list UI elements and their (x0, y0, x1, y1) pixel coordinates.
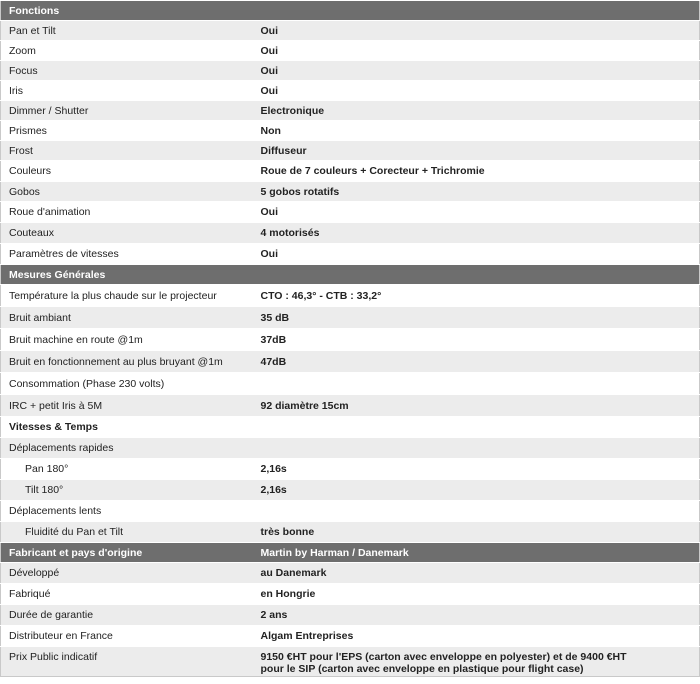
row-label: Zoom (1, 41, 253, 61)
table-row (1, 329, 700, 351)
row-label: Pan et Tilt (1, 21, 253, 41)
table-row (1, 563, 700, 584)
subsection-title: Vitesses & Temps (1, 417, 700, 438)
table-row (1, 307, 700, 329)
row-value: 92 diamètre 15cm (253, 395, 700, 417)
row-label: Consommation (Phase 230 volts) (1, 373, 253, 395)
row-value: 47dB (253, 351, 700, 373)
table-row (1, 395, 700, 417)
row-value: 37dB (253, 329, 700, 351)
row-label: Focus (1, 61, 253, 81)
row-value: Electronique (253, 101, 700, 121)
row-value (253, 501, 700, 522)
row-label: Roue d'animation (1, 202, 253, 223)
row-label: Bruit machine en route @1m (1, 329, 253, 351)
row-value: Oui (253, 21, 700, 41)
subsection-vitesses (1, 417, 700, 438)
section-title: Mesures Générales (1, 265, 700, 285)
row-label: Fabriqué (1, 584, 253, 605)
row-value: 2,16s (253, 480, 700, 501)
table-row (1, 121, 700, 141)
row-value: Oui (253, 61, 700, 81)
row-label: Paramètres de vitesses (1, 244, 253, 265)
row-label: Prix Public indicatif (1, 647, 253, 677)
row-value: Oui (253, 202, 700, 223)
row-label: Prismes (1, 121, 253, 141)
table-row (1, 522, 700, 543)
row-label: Dimmer / Shutter (1, 101, 253, 121)
row-value (253, 647, 700, 677)
row-value (253, 373, 700, 395)
section-title: Fonctions (1, 1, 700, 21)
table-row (1, 81, 700, 101)
row-label: Déplacements rapides (1, 438, 253, 459)
row-label: IRC + petit Iris à 5M (1, 395, 253, 417)
table-row (1, 501, 700, 522)
row-value: 5 gobos rotatifs (253, 182, 700, 202)
row-value: 35 dB (253, 307, 700, 329)
row-value: 4 motorisés (253, 223, 700, 244)
row-label: Fluidité du Pan et Tilt (1, 522, 253, 543)
table-row (1, 480, 700, 501)
table-row (1, 605, 700, 626)
section-header-fonctions (1, 1, 700, 21)
table-row (1, 161, 700, 182)
row-value: très bonne (253, 522, 700, 543)
row-value: Oui (253, 41, 700, 61)
row-label: Pan 180° (1, 459, 253, 480)
table-row (1, 182, 700, 202)
table-row (1, 101, 700, 121)
table-row (1, 351, 700, 373)
table-row-prix (1, 647, 700, 677)
table-row (1, 223, 700, 244)
row-value: Oui (253, 244, 700, 265)
row-value: Algam Entreprises (253, 626, 700, 647)
table-row (1, 584, 700, 605)
row-label: Bruit en fonctionnement au plus bruyant @1m (1, 351, 253, 373)
table-row (1, 61, 700, 81)
row-label: Gobos (1, 182, 253, 202)
row-label: Déplacements lents (1, 501, 253, 522)
table-row (1, 21, 700, 41)
section-header-fabricant (1, 543, 700, 563)
row-label: Frost (1, 141, 253, 161)
row-label: Température la plus chaude sur le projecteur (1, 285, 253, 307)
row-label: Tilt 180° (1, 480, 253, 501)
table-row (1, 459, 700, 480)
table-row (1, 626, 700, 647)
row-value: Oui (253, 81, 700, 101)
row-value: Roue de 7 couleurs + Corecteur + Trichromie (253, 161, 700, 182)
table-row (1, 244, 700, 265)
row-value: Non (253, 121, 700, 141)
table-row (1, 438, 700, 459)
table-row (1, 373, 700, 395)
row-label: Bruit ambiant (1, 307, 253, 329)
row-label: Couleurs (1, 161, 253, 182)
table-row (1, 41, 700, 61)
row-value: 2 ans (253, 605, 700, 626)
row-label: Iris (1, 81, 253, 101)
prix-line-2: pour le SIP (carton avec enveloppe en plastique pour flight case) (260, 663, 584, 675)
row-label: Développé (1, 563, 253, 584)
row-value: Diffuseur (253, 141, 700, 161)
table-row (1, 141, 700, 161)
row-value: en Hongrie (253, 584, 700, 605)
table-row (1, 202, 700, 223)
section-title: Fabricant et pays d'origine (1, 543, 253, 563)
table-row (1, 285, 700, 307)
row-value (253, 438, 700, 459)
row-value: CTO : 46,3° - CTB : 33,2° (253, 285, 700, 307)
section-header-mesures (1, 265, 700, 285)
prix-line-1: 9150 €HT pour l'EPS (carton avec enveloppe en polyester) et de 9400 €HT (260, 651, 627, 663)
section-value: Martin by Harman / Danemark (253, 543, 700, 563)
row-value: 2,16s (253, 459, 700, 480)
row-label: Couteaux (1, 223, 253, 244)
row-label: Durée de garantie (1, 605, 253, 626)
row-value: au Danemark (253, 563, 700, 584)
row-label: Distributeur en France (1, 626, 253, 647)
